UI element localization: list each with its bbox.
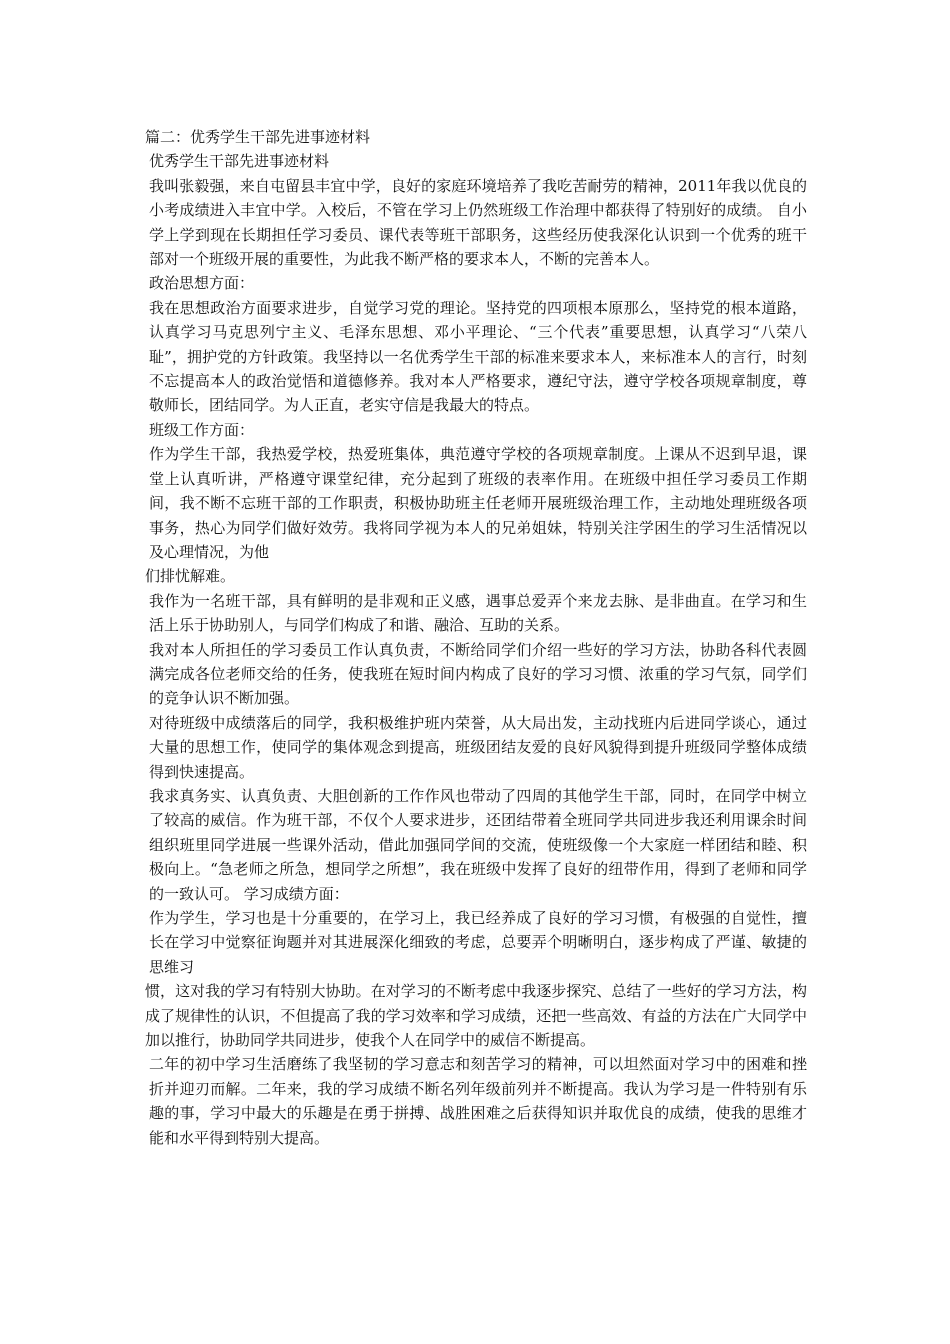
document-page	[145, 125, 807, 1150]
paragraph-conclusion: 二年的初中学习生活磨练了我坚韧的学习意志和刻苦学习的精神，可以坦然面对学习中的困难和挫折并迎刃而解。二年来，我的学习成绩不断名列年级前列并不断提高。我认为学习是一件特别有乐趣的事，学习中最大的乐趣是在勇于拼搏、战胜困难之后获得知识并取优良的成绩，使我的思维才能和水平得到特别大提高。	[149, 1055, 807, 1147]
paragraph-values: 我作为一名班干部，具有鲜明的是非观和正义感，遇事总爱弄个来龙去脉、是非曲直。在学习和生活上乐于协助别人，与同学们构成了和谐、融洽、互助的关系。	[149, 591, 807, 635]
paragraph-study-habits-continued: 惯，这对我的学习有特别大协助。在对学习的不断考虑中我逐步探究、总结了一些好的学习方法，构成了规律性的认识，不但提高了我的学习效率和学习成绩，还把一些高效、有益的方法在广大同学中加以推行，协助同学共同进步，使我个人在同学中的威信不断提高。	[145, 982, 807, 1050]
paragraph-class-work: 作为学生干部，我热爱学校，热爱班集体，典范遵守学校的各项规章制度。上课从不迟到早退，课堂上认真听讲，严格遵守课堂纪律，充分起到了班级的表率作用。在班级中担任学习委员工作期间，我不断不忘班干部的工作职责，积极协助班主任老师开展班级治理工作，主动地处理班级各项事务，热心为同学们做好效劳。我将同学视为本人的兄弟姐妹，特别关注学困生的学习生活情况以及心理情况，为他	[149, 445, 807, 561]
paragraph-political: 我在思想政治方面要求进步，自觉学习党的理论。坚持党的四项根本原那么，坚持党的根本道路，认真学习马克思列宁主义、毛泽东思想、邓小平理论、“三个代表”重要思想，认真学习“八荣八耻”，拥护党的方针政策。我坚持以一名优秀学生干部的标准来要求本人，来标准本人的言行，时刻不忘提高本人的政治觉悟和道德修养。我对本人严格要求，遵纪守法，遵守学校各项规章制度，尊敬师长，团结同学。为人正直，老实守信是我最大的特点。	[149, 298, 807, 415]
paragraph-study-committee: 我对本人所担任的学习委员工作认真负责，不断给同学们介绍一些好的学习方法，协助各科代表圆满完成各位老师交给的任务，使我班在短时间内构成了良好的学习习惯、浓重的学习气氛，同学们的竞争认识不断加强。	[149, 640, 807, 708]
paragraph-class-work-continued: 们排忧解难。	[145, 567, 236, 586]
document-heading: 篇二：优秀学生干部先进事迹材料	[145, 128, 371, 146]
section-heading-political: 政治思想方面：	[149, 274, 255, 293]
paragraph-work-style: 我求真务实、认真负责、大胆创新的工作作风也带动了四周的其他学生干部，同时，在同学中树立了较高的威信。作为班干部，不仅个人要求进步，还团结带着全班同学共同进步我还利用课余时间组织班里同学进展一些课外活动，借此加强同学间的交流，使班级像一个大家庭一样团结和睦、积极向上。“急老师之所急，想同学之所想”，我在班级中发挥了良好的纽带作用，得到了老师和同学的一致认可。 学习成绩方面：	[149, 786, 807, 903]
paragraph-helping-classmates: 对待班级中成绩落后的同学，我积极维护班内荣誉，从大局出发，主动找班内后进同学谈心，通过大量的思想工作，使同学的集体观念到提高，班级团结友爱的良好风貌得到提升班级同学整体成绩得到快速提高。	[149, 713, 807, 781]
paragraph-intro: 我叫张毅强，来自屯留县丰宜中学，良好的家庭环境培养了我吃苦耐劳的精神，2011年我以优良的小考成绩进入丰宜中学。入校后，不管在学习上仍然班级工作治理中都获得了特别好的成绩。 自小学上学到现在长期担任学习委员、课代表等班干部职务，这些经历使我深化认识到一个优秀的班干部对一个班级开展的重要性，为此我不断严格的要求本人，不断的完善本人。	[149, 176, 807, 269]
paragraph-study-habits: 作为学生，学习也是十分重要的，在学习上，我已经养成了良好的学习习惯，有极强的自觉性，擅长在学习中觉察征询题并对其进展深化细致的考虑，总要弄个明晰明白，逐步构成了严谨、敏捷的思维习	[149, 909, 807, 976]
document-subheading: 优秀学生干部先进事迹材料	[149, 152, 330, 171]
section-heading-class-work: 班级工作方面：	[149, 420, 255, 439]
